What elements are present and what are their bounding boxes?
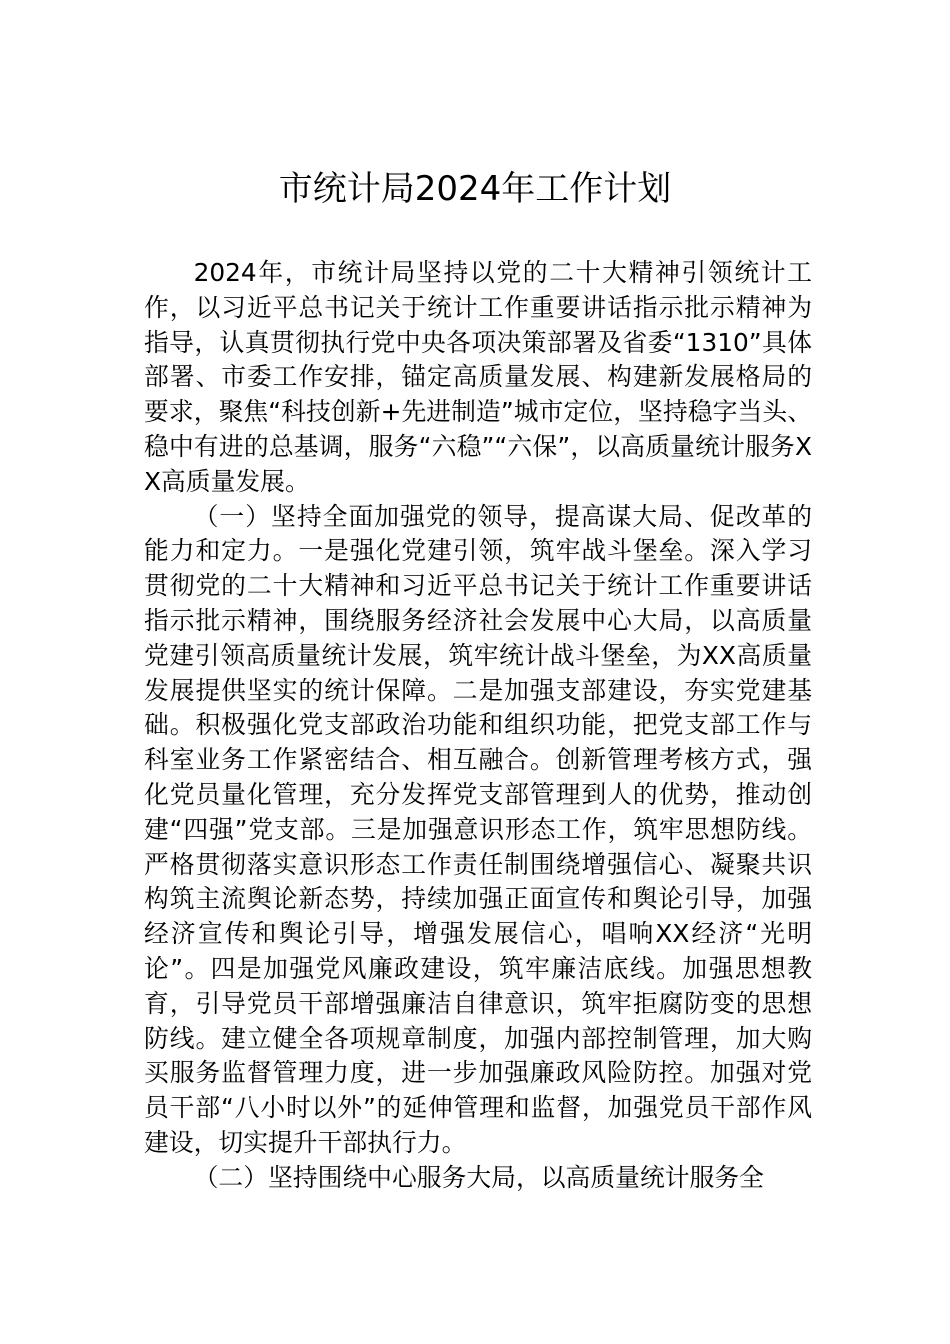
paragraph-intro: 2024年，市统计局坚持以党的二十大精神引领统计工作，以习近平总书记关于统计工作重要讲话指示批示精神为指导，认真贯彻执行党中央各项决策部署及省委“1310”具体部署、市委工作安排，锚定高质量发展、构建新发展格局的要求，聚焦“科技创新+先进制造”城市定位，坚持稳字当头、稳中有进的总基调，服务“六稳”“六保”，以高质量统计服务XX高质量发展。 bbox=[144, 258, 812, 496]
paragraph-section-2: （二）坚持围绕中心服务大局，以高质量统计服务全 bbox=[193, 1162, 764, 1192]
document-body bbox=[144, 256, 812, 1196]
document-title: 市统计局2024年工作计划 bbox=[278, 169, 672, 209]
paragraph-section-1: （一）坚持全面加强党的领导，提高谋大局、促改革的能力和定力。一是强化党建引领，筑牢战斗堡垒。深入学习贯彻党的二十大精神和习近平总书记关于统计工作重要讲话指示批示精神，围绕服务经济社会发展中心大局，以高质量党建引领高质量统计发展，筑牢统计战斗堡垒，为XX高质量发展提供坚实的统计保障。二是加强支部建设，夯实党建基础。积极强化党支部政治功能和组织功能，把党支部工作与科室业务工作紧密结合、相互融合。创新管理考核方式，强化党员量化管理，充分发挥党支部管理到人的优势，推动创建“四强”党支部。三是加强意识形态工作，筑牢思想防线。严格贯彻落实意识形态工作责任制围绕增强信心、凝聚共识构筑主流舆论新态势，持续加强正面宣传和舆论引导，加强经济宣传和舆论引导，增强发展信心，唱响XX经济“光明论”。四是加强党风廉政建设，筑牢廉洁底线。加强思想教育，引导党员干部增强廉洁自律意识，筑牢拒腐防变的思想防线。建立健全各项规章制度，加强内部控制管理，加大购买服务监督管理力度，进一步加强廉政风险防控。加强对党员干部“八小时以外”的延伸管理和监督，加强党员干部作风建设，切实提升干部执行力。 bbox=[144, 501, 812, 1157]
